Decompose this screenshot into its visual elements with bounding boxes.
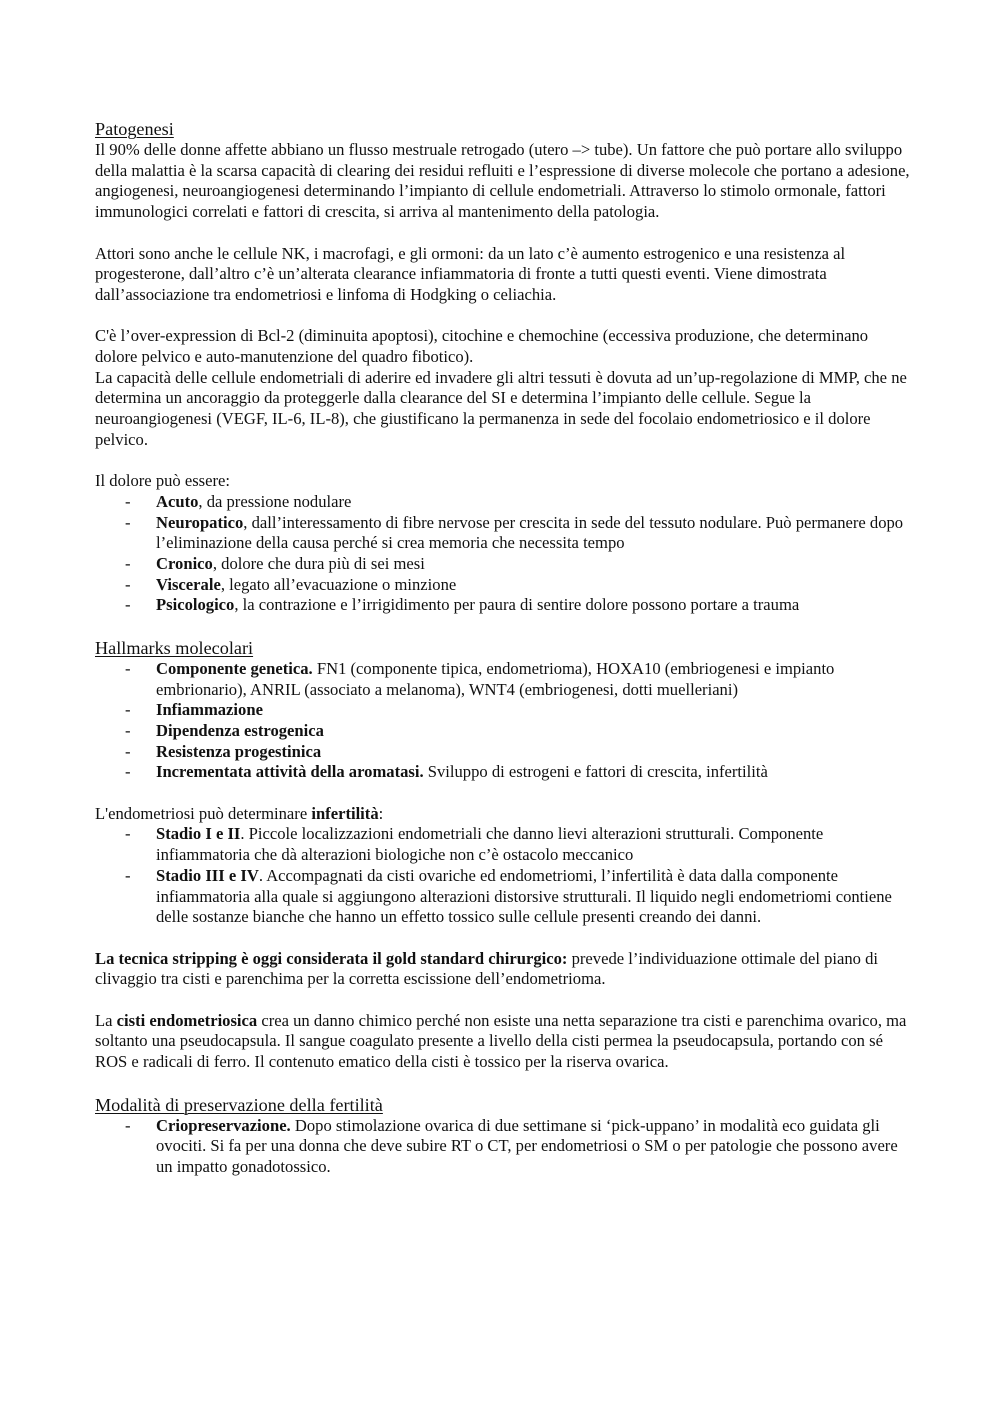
preservation-list bbox=[95, 1116, 910, 1178]
hallmark-label: Dipendenza estrogenica bbox=[156, 720, 324, 740]
stage-description: . Piccole localizzazioni endometriali che danno lievi alterazioni strutturali. Componente infiammatoria che dà alterazioni biologiche non c’è ostacolo meccanico bbox=[156, 824, 824, 865]
list-item bbox=[95, 866, 910, 928]
pain-type-label: Cronico bbox=[156, 554, 213, 574]
paragraph-attori: Attori sono anche le cellule NK, i macrofagi, e gli ormoni: da un lato c’è aumento estrogenico e una resistenza al progesterone, dall’altro c’è un’alterata clearance infiammatoria di fronte a tutti questi eventi. Viene dimostrata dall’associazione tra endometriosi e linfoma di Hodgking o celiachia. bbox=[95, 243, 846, 304]
stripping-text: prevede l’individuazione ottimale del piano di clivaggio tra cisti e parenchima per la corretta escissione dell’endometrioma. bbox=[95, 948, 879, 989]
list-item bbox=[95, 513, 910, 554]
stages-list bbox=[95, 824, 910, 928]
hallmarks-list bbox=[95, 659, 910, 783]
stage-label: Stadio I e II bbox=[156, 824, 241, 844]
list-item bbox=[95, 742, 910, 763]
list-item bbox=[95, 492, 910, 513]
pain-type-label: Psicologico bbox=[156, 595, 235, 615]
pain-description: , dolore che dura più di sei mesi bbox=[212, 554, 425, 574]
stripping-lead: La tecnica stripping è oggi considerata il gold standard chirurgico: bbox=[95, 948, 568, 968]
spacer bbox=[95, 990, 910, 1011]
pain-description: , dall’interessamento di fibre nervose per crescita in sede del tessuto nodulare. Può permanere dopo l’eliminazione della causa perché si crea memoria che necessita tempo bbox=[156, 512, 904, 553]
spacer bbox=[95, 223, 910, 244]
section-heading-hallmarks: Hallmarks molecolari bbox=[95, 637, 254, 658]
list-item bbox=[95, 554, 910, 575]
hallmark-label: Incrementata attività della aromatasi. bbox=[156, 762, 424, 782]
infertility-intro-text: L'endometriosi può determinare bbox=[95, 803, 312, 823]
list-item bbox=[95, 595, 910, 616]
section-heading-preservazione: Modalità di preservazione della fertilità bbox=[95, 1094, 383, 1115]
spacer bbox=[95, 451, 910, 472]
cisti-text: crea un danno chimico perché non esiste una netta separazione tra cisti e parenchima ovarico, ma soltanto una pseudocapsula. Il sangue coagulato presente a livello della cisti permea la pseudocapsula, portando con sé ROS e radicali di ferro. Il contenuto ematico della cisti è tossico per la riserva ovarica. bbox=[95, 1010, 907, 1072]
pain-list bbox=[95, 492, 910, 616]
infertility-colon: : bbox=[378, 803, 384, 823]
spacer bbox=[95, 1073, 910, 1094]
hallmark-description: FN1 (componente tipica, endometrioma), HOXA10 (embriogenesi e impianto embrionario), ANRIL (associato a melanoma), WNT4 (embriogenesi, dotti muelleriani) bbox=[156, 658, 835, 699]
list-item bbox=[95, 762, 910, 783]
stage-label: Stadio III e IV bbox=[156, 865, 259, 885]
pain-type-label: Acuto bbox=[156, 491, 199, 511]
spacer bbox=[95, 783, 910, 804]
preservation-description: Dopo stimolazione ovarica di due settimane si ‘pick-uppano’ in modalità eco guidata gli ovociti. Si fa per una donna che deve subire RT o CT, per endometriosi o SM o per patologie che possono avere un impatto gonadotossico. bbox=[156, 1115, 898, 1176]
hallmark-label: Resistenza progestinica bbox=[156, 741, 322, 761]
pain-type-label: Viscerale bbox=[156, 574, 221, 594]
hallmark-label: Componente genetica. bbox=[156, 658, 313, 678]
paragraph-stripping bbox=[95, 949, 910, 990]
cisti-pre: La bbox=[95, 1010, 117, 1030]
list-item bbox=[95, 659, 910, 700]
preservation-label: Criopreservazione. bbox=[156, 1115, 291, 1135]
section-heading-patogenesi: Patogenesi bbox=[95, 119, 174, 139]
stage-description: . Accompagnati da cisti ovariche ed endometriomi, l’infertilità è data dalla componente infiammatoria alla quale si aggiungono alterazioni distorsive strutturali. Il liquido negli endometriomi contiene delle sostanze bianche che hanno un effetto tossico sulle cellule presenti creando dei danni. bbox=[156, 865, 892, 927]
paragraph-cisti bbox=[95, 1011, 910, 1073]
pain-description: , legato all’evacuazione o minzione bbox=[220, 574, 457, 594]
infertility-intro bbox=[95, 804, 910, 825]
pain-description: , da pressione nodulare bbox=[198, 491, 352, 511]
document-page bbox=[95, 118, 910, 1178]
paragraph-mmp: La capacità delle cellule endometriali di aderire ed invadere gli altri tessuti è dovuta ad un’up-regolazione di MMP, che ne determina un ancoraggio da proteggerle dalla clearance del SI e determina l’impianto delle cellule. Segue la neuroangiogenesi (VEGF, IL-6, IL-8), che giustificano la permanenza in sede del focolaio endometriosico e il dolore pelvico. bbox=[95, 367, 907, 449]
pain-type-label: Neuropatico bbox=[156, 512, 244, 532]
paragraph-flusso-retrogrado: Il 90% delle donne affette abbiano un flusso mestruale retrogado (utero –> tube). Un fattore che può portare allo sviluppo della malattia è la scarsa capacità di clearing dei residui refluiti e l’espressione di diverse molecole che portano a adesione, angiogenesi, neuroangiogenesi determinando l’impianto di cellule endometriali. Attraverso lo stimolo ormonale, fattori immunologici correlati e fattori di crescita, si arriva al mantenimento della patologia. bbox=[95, 140, 910, 222]
hallmark-description: Sviluppo di estrogeni e fattori di crescita, infertilità bbox=[423, 762, 768, 782]
list-item bbox=[95, 824, 910, 865]
paragraph-bcl2: C'è l’over-expression di Bcl-2 (diminuita apoptosi), citochine e chemochine (eccessiva produzione, che determinano dolore pelvico e auto-manutenzione del quadro fibotico). bbox=[95, 326, 869, 366]
spacer bbox=[95, 306, 910, 327]
list-item bbox=[95, 1116, 910, 1178]
list-item bbox=[95, 721, 910, 742]
infertility-keyword: infertilità bbox=[311, 803, 379, 823]
spacer bbox=[95, 616, 910, 637]
hallmark-label: Infiammazione bbox=[156, 700, 263, 720]
cisti-keyword: cisti endometriosica bbox=[116, 1010, 258, 1030]
list-item bbox=[95, 575, 910, 596]
list-item bbox=[95, 700, 910, 721]
pain-description: , la contrazione e l’irrigidimento per paura di sentire dolore possono portare a trauma bbox=[234, 595, 800, 615]
pain-intro: Il dolore può essere: bbox=[95, 471, 231, 491]
spacer bbox=[95, 928, 910, 949]
